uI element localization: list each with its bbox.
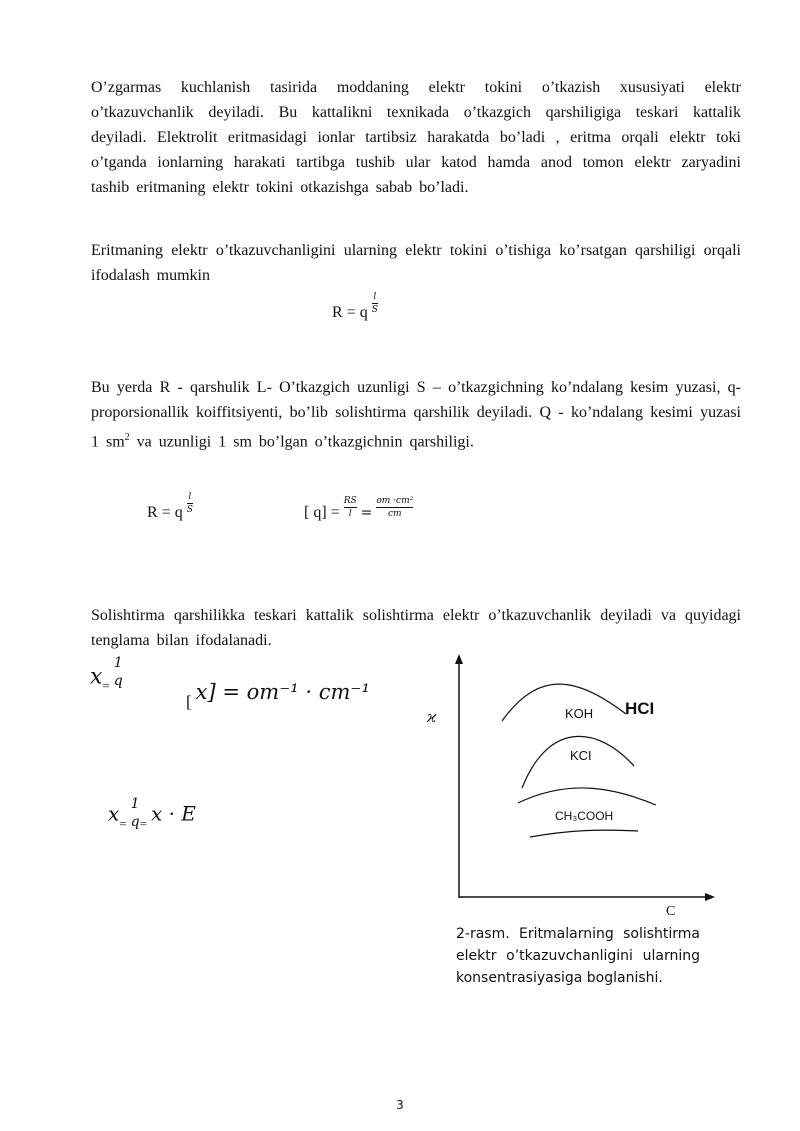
curve-ch3cooh bbox=[518, 788, 656, 805]
curve-koh-hcl bbox=[502, 684, 626, 721]
formula-resistance-1 bbox=[332, 292, 378, 325]
formula-lhs: R = q bbox=[332, 304, 368, 322]
formula-x: x bbox=[108, 801, 120, 826]
label-hcl: HCI bbox=[625, 699, 655, 718]
fraction-denominator: cm bbox=[388, 509, 402, 519]
formula-fraction bbox=[114, 655, 123, 689]
fraction-denominator: l bbox=[348, 509, 352, 519]
figure-caption: 2-rasm. Eritmalarning solishtirma elektr o’tkazuvchanligini ularning konsentrasiyasiga boglanishi. bbox=[456, 926, 700, 986]
paragraph-resistance: Eritmaning elektr o’tkazuvchanligini ularning elektr tokini o’tishiga ko’rsatgan qarshiligi orqali ifodalash mumkin bbox=[91, 242, 741, 284]
superscript-2: 2 bbox=[124, 432, 130, 443]
fraction-denominator: S bbox=[186, 505, 193, 515]
page-number: 3 bbox=[396, 1098, 404, 1112]
paragraph-definitions bbox=[91, 375, 741, 454]
formula-eq-sub: = bbox=[119, 815, 127, 831]
x-axis-arrow bbox=[705, 893, 715, 901]
fraction-denominator: q bbox=[130, 814, 140, 830]
paragraph-conductivity: Solishtirma qarshilikka teskari kattalik solishtirma elektr o’tkazuvchanlik deyiladi va quyidagi tenglama bilan ifodalanadi. bbox=[91, 607, 741, 649]
formula-lhs: [ q] = bbox=[304, 504, 340, 522]
equals-sign: = bbox=[360, 505, 373, 522]
formula-conductivity-units bbox=[186, 680, 370, 711]
curve-baseline bbox=[530, 830, 638, 837]
formula-resistivity-units bbox=[304, 496, 414, 525]
formula-x: x bbox=[90, 664, 103, 690]
fraction-numerator: 1 bbox=[113, 655, 123, 671]
x-axis-label: C bbox=[666, 904, 676, 918]
label-ch3cooh: CH₃COOH bbox=[555, 809, 614, 823]
formula-bracket: [ bbox=[186, 692, 192, 711]
formula-units-expr: x] = om⁻¹ · cm⁻¹ bbox=[195, 680, 370, 704]
formula-eq-sub-2: = bbox=[139, 815, 147, 831]
definitions-tail: va uzunligi 1 sm bo’lgan o’tkazgichnin qarshiligi. bbox=[129, 433, 474, 451]
fraction-denominator: q bbox=[113, 673, 123, 689]
y-axis-label: ϰ bbox=[427, 708, 437, 726]
fraction-numerator: l bbox=[373, 292, 377, 302]
formula-conductivity-def bbox=[90, 655, 123, 697]
fraction-numerator: RS bbox=[343, 496, 357, 506]
paragraph-intro: O’zgarmas kuchlanish tasirida moddaning elektr tokini o’tkazish xususiyati elektr o’tkazuvchanlik deyiladi. Bu kattalikni texnikada o’tkazgich qarshiligiga teskari kattalik deyiladi. Elektrolit eritmasidagi ionlar tartibsiz harakatda bo’ladi , eritma orqali elektr toki o’tganda ionlarning harakati tartibga tushib ular katod hamda anod tomon elektr zaryadini tashib eritmaning elektr tokini otkazishga sabab bo’ladi. bbox=[91, 79, 741, 196]
label-koh: KOH bbox=[565, 706, 594, 721]
definitions-text: Bu yerda R - qarshulik L- O’tkazgich uzunligi S – o’tkazgichning ko’ndalang kesim yuzasi, q- proporsionallik koiffitsiyenti, bo’lib solishtirma qarshilik deyiladi. Q - ko’ndalang kesimi yuzasi 1 sm bbox=[91, 379, 741, 451]
y-axis-arrow bbox=[455, 654, 463, 664]
fraction-numerator: om ·cm² bbox=[376, 496, 414, 506]
label-kcl: KCI bbox=[570, 748, 592, 763]
conductivity-chart bbox=[420, 648, 730, 918]
formula-conductivity-full bbox=[108, 796, 196, 834]
fraction-numerator: l bbox=[188, 492, 192, 502]
formula-lhs: R = q bbox=[147, 504, 183, 522]
formula-fraction-rs bbox=[344, 496, 357, 519]
formula-fraction-units bbox=[376, 496, 413, 519]
formula-fraction bbox=[372, 292, 378, 315]
formula-eq-sub: = bbox=[102, 677, 110, 693]
formula-fraction bbox=[187, 492, 193, 515]
formula-rhs: x · E bbox=[150, 801, 196, 826]
formula-fraction bbox=[131, 796, 140, 830]
fraction-numerator: 1 bbox=[130, 796, 140, 812]
formula-resistance-2 bbox=[147, 492, 193, 525]
fraction-denominator: S bbox=[371, 305, 378, 315]
